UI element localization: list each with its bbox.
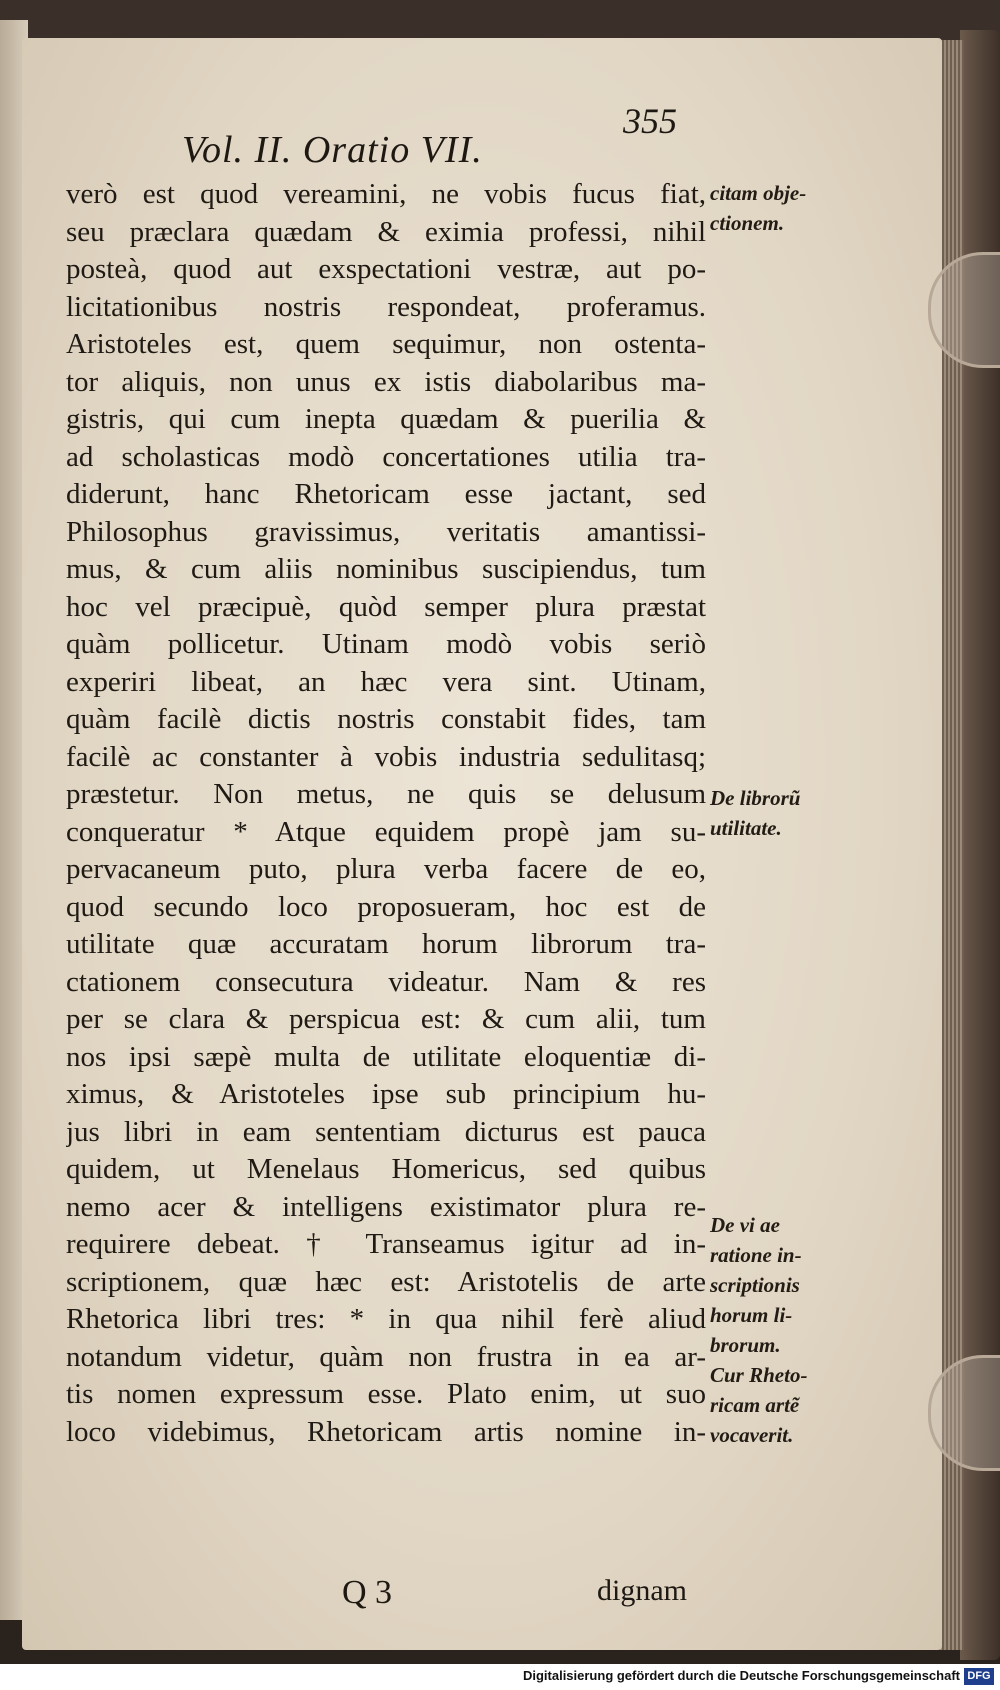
text-line: requirere debeat. † Transeamus igitur ad in- xyxy=(66,1228,706,1260)
book-page xyxy=(22,38,942,1650)
page-number: 355 xyxy=(623,101,677,141)
credit-bar xyxy=(0,1664,1000,1690)
text-line: Aristoteles est, quem sequimur, non ostenta- xyxy=(66,328,706,360)
text-line: ctationem consecutura videatur. Nam & res xyxy=(66,965,706,998)
margin-note-line: citam obje- xyxy=(710,181,807,205)
text-line: tor aliquis, non unus ex istis diabolaribus ma- xyxy=(66,365,706,398)
text-line: hoc vel præcipuè, quòd semper plura præstat xyxy=(66,590,706,623)
text-line: Rhetorica libri tres: * in qua nihil ferè aliud xyxy=(66,1303,706,1335)
text-line: facilè ac constanter à vobis industria sedulitasq; xyxy=(66,740,706,773)
text-line: præstetur. Non metus, ne quis se delusum xyxy=(66,778,706,810)
text-line: tis nomen expressum esse. Plato enim, ut suo xyxy=(66,1378,706,1410)
text-line: posteà, quod aut exspectationi vestræ, aut po- xyxy=(66,253,706,285)
text-line: licitationibus nostris respondeat, proferamus. xyxy=(66,290,706,323)
dfg-logo: DFG xyxy=(964,1668,994,1685)
text-line: seu præclara quædam & eximia professi, nihil xyxy=(66,215,706,248)
margin-note-utility xyxy=(710,783,862,843)
margin-note-line: vocaverit. xyxy=(710,1423,794,1447)
margin-note-line: ricam artẽ xyxy=(710,1393,800,1417)
text-line: verò est quod vereamini, ne vobis fucus fiat, xyxy=(66,178,706,210)
credit-text: Digitalisierung gefördert durch die Deutsche Forschungsgemeinschaft xyxy=(522,1668,960,1683)
margin-note-objection xyxy=(710,178,862,238)
text-line: ximus, & Aristoteles ipse sub principium hu- xyxy=(66,1078,706,1110)
text-line: experiri libeat, an hæc vera sint. Utinam, xyxy=(66,665,706,698)
margin-note-line: brorum. xyxy=(710,1333,781,1357)
margin-note-line: horum li- xyxy=(710,1303,793,1327)
body-text xyxy=(66,176,706,1451)
margin-note-line: Cur Rheto- xyxy=(710,1363,808,1387)
text-line: conqueratur * Atque equidem propè jam su- xyxy=(66,815,706,848)
margin-note-line: scriptionis xyxy=(710,1273,800,1297)
running-title: Vol. II. Oratio VII. xyxy=(182,129,483,171)
text-line: quàm pollicetur. Utinam modò vobis seriò xyxy=(66,628,706,660)
text-line: ad scholasticas modò concertationes utilia tra- xyxy=(66,440,706,473)
margin-note-line: De librorũ xyxy=(710,786,801,810)
text-line: loco videbimus, Rhetoricam artis nomine in- xyxy=(66,1415,706,1448)
margin-note-line: De vi ae xyxy=(710,1213,780,1237)
text-line: quod secundo loco proposueram, hoc est de xyxy=(66,890,706,923)
text-line: jus libri in eam sententiam dicturus est pauca xyxy=(66,1115,706,1148)
text-line: utilitate quæ accuratam horum librorum tra- xyxy=(66,928,706,960)
text-line: quidem, ut Menelaus Homericus, sed quibus xyxy=(66,1153,706,1185)
signature-mark: Q 3 xyxy=(342,1574,393,1611)
text-line: quàm facilè dictis nostris constabit fides, tam xyxy=(66,703,706,735)
text-line: Philosophus gravissimus, veritatis amantissi- xyxy=(66,515,706,548)
text-line: mus, & cum aliis nominibus suscipiendus, tum xyxy=(66,553,706,585)
margin-note-line: ratione in- xyxy=(710,1243,802,1267)
text-line: pervacaneum puto, plura verba facere de eo, xyxy=(66,853,706,885)
text-line: scriptionem, quæ hæc est: Aristotelis de arte xyxy=(66,1265,706,1298)
margin-note-inscription xyxy=(710,1210,862,1450)
catchword: dignam xyxy=(597,1574,687,1607)
text-line: per se clara & perspicua est: & cum alii, tum xyxy=(66,1003,706,1035)
text-line: notandum videtur, quàm non frustra in ea ar- xyxy=(66,1340,706,1373)
text-line: nemo acer & intelligens existimator plura re- xyxy=(66,1190,706,1223)
text-line: gistris, qui cum inepta quædam & puerilia & xyxy=(66,403,706,435)
margin-note-line: ctionem. xyxy=(710,211,785,235)
text-line: diderunt, hanc Rhetoricam esse jactant, sed xyxy=(66,478,706,510)
margin-note-line: utilitate. xyxy=(710,816,782,840)
text-line: nos ipsi sæpè multa de utilitate eloquentiæ di- xyxy=(66,1040,706,1073)
